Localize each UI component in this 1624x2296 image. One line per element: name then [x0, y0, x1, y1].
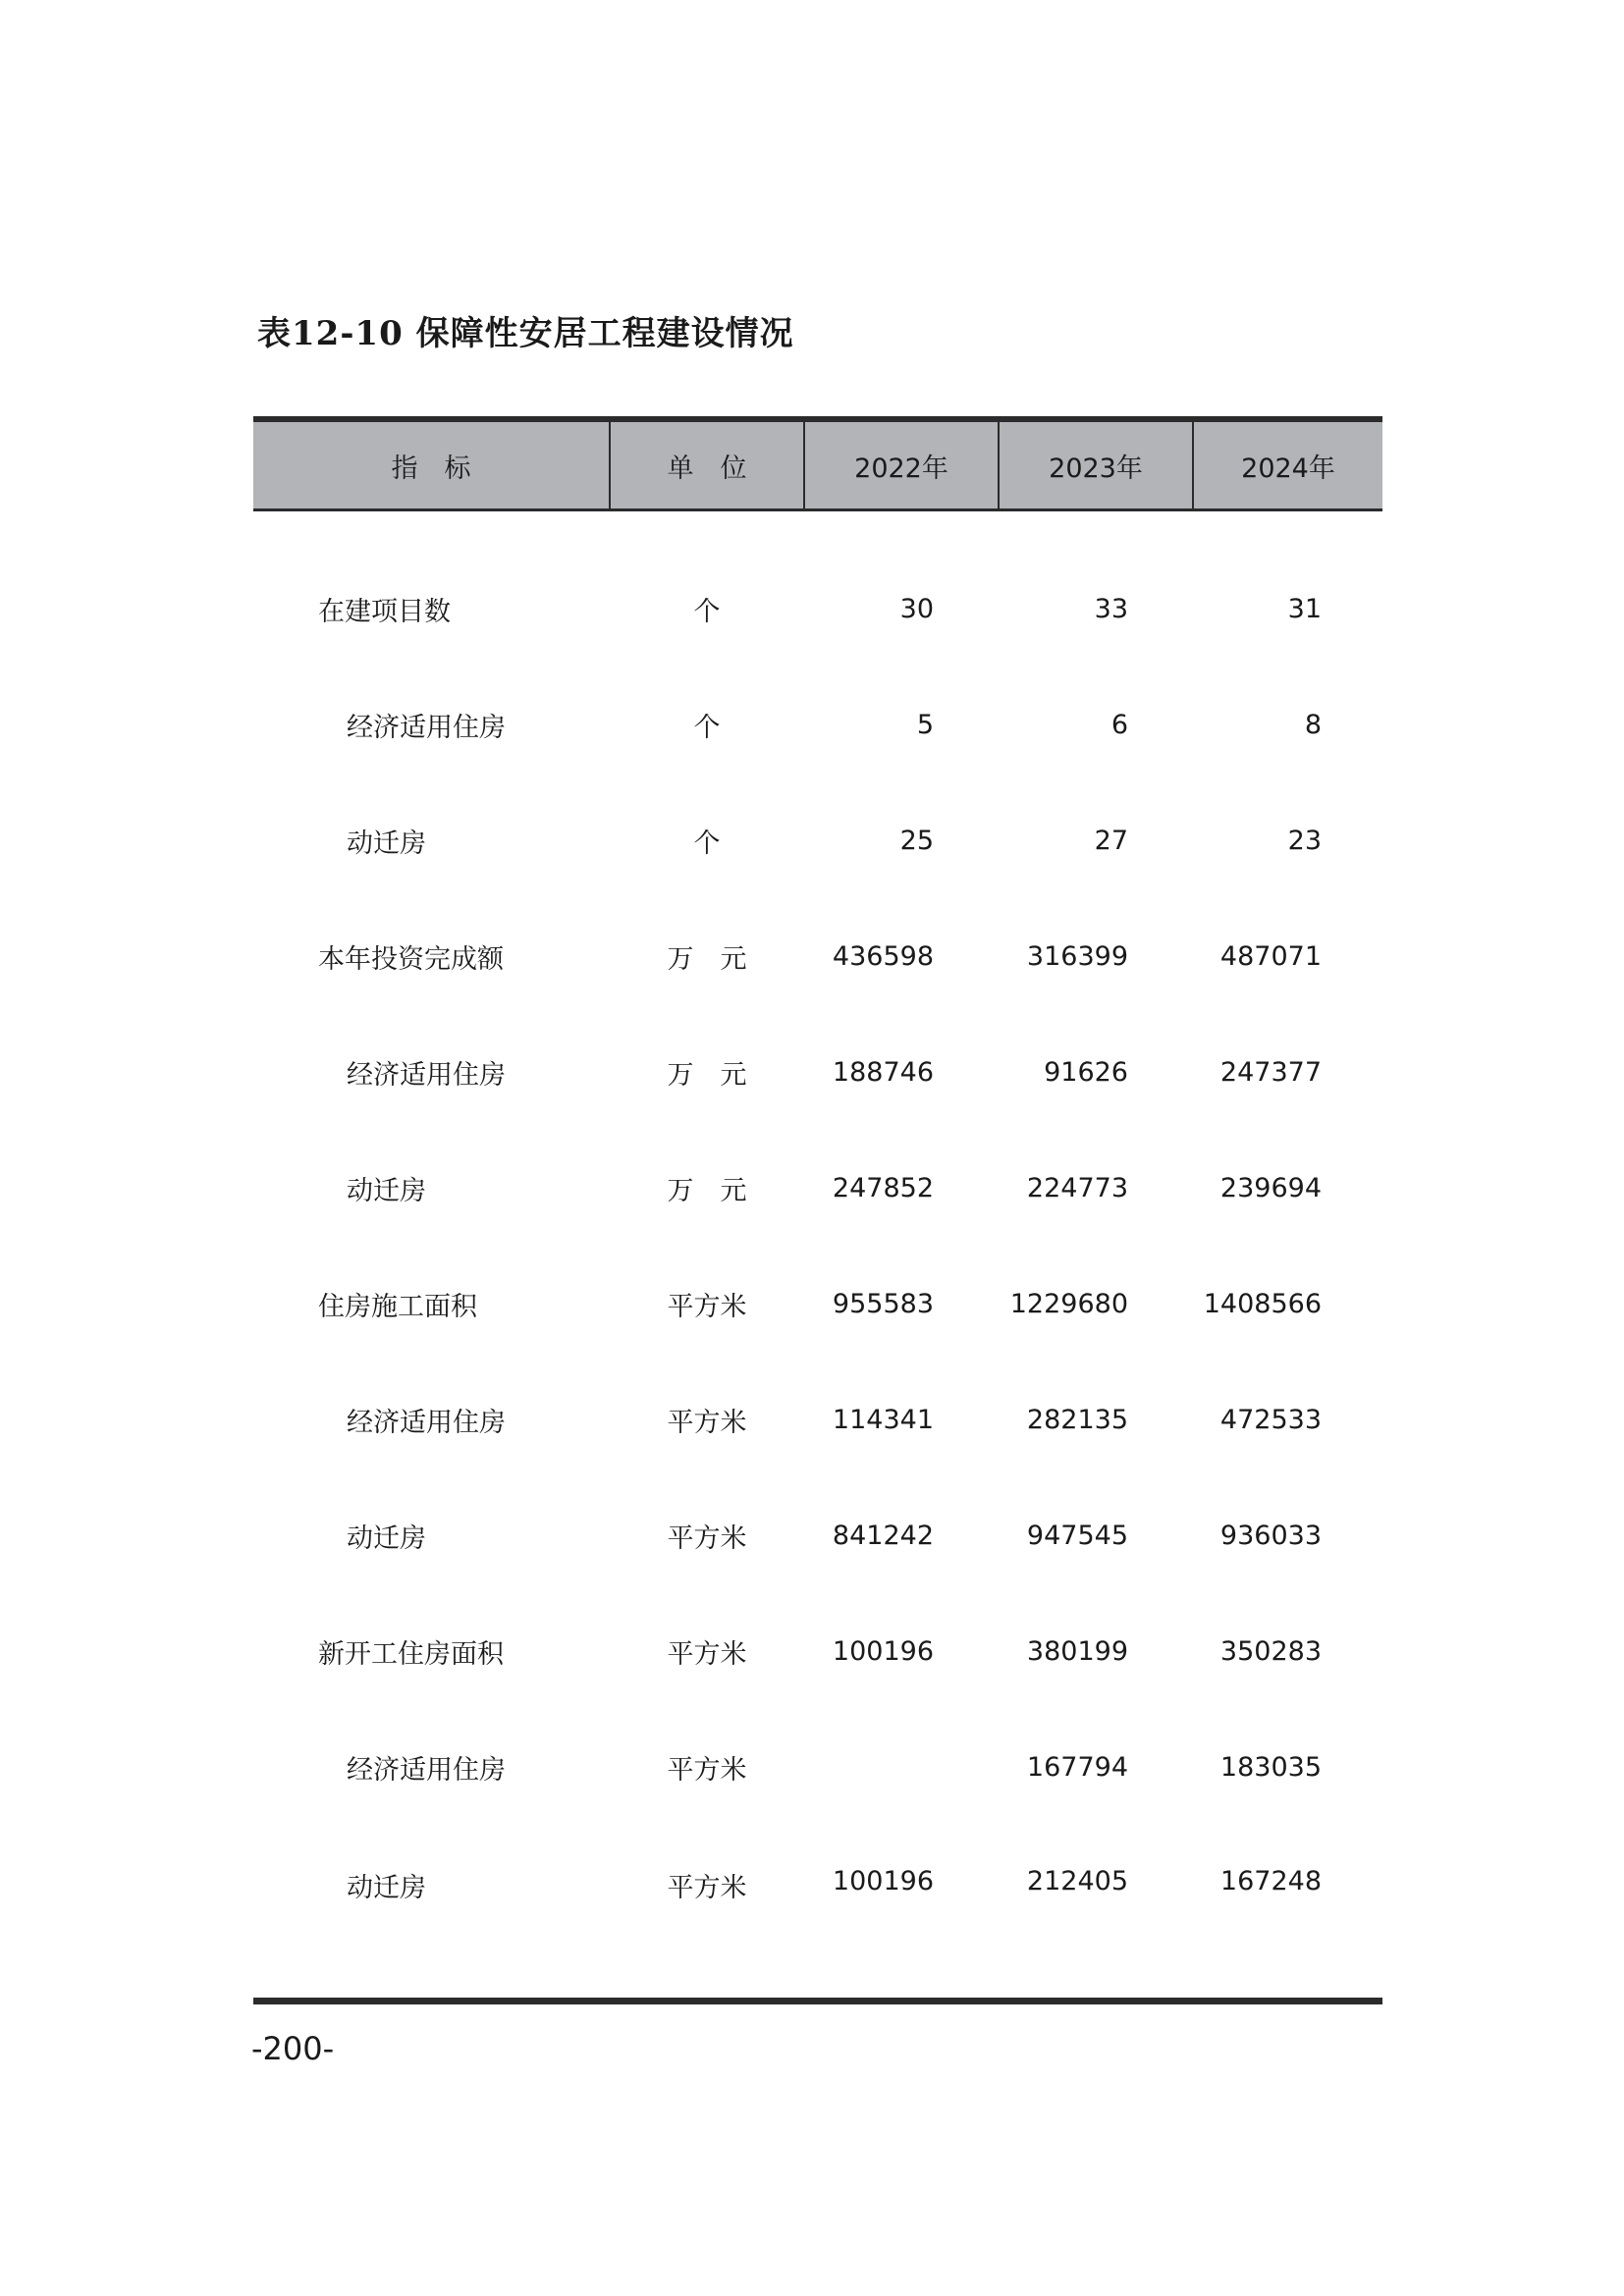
header-2023: 2023年: [999, 419, 1193, 510]
table-row: [253, 1246, 1382, 1362]
value-2023-cell: 167794: [1026, 1751, 1128, 1783]
value-2024-cell: 936033: [1219, 1520, 1322, 1551]
table-row: [253, 782, 1382, 898]
unit-cell: 万 元: [667, 1059, 747, 1091]
indicator-cell: 经济适用住房: [347, 712, 506, 743]
indicator-cell: 经济适用住房: [347, 1407, 506, 1438]
unit-cell: 平方米: [610, 1825, 804, 2002]
indicator-cell: 住房施工面积: [318, 1291, 477, 1322]
table-row: [253, 1477, 1382, 1593]
value-2024-cell: 487071: [1219, 940, 1322, 972]
value-2024-cell: 239694: [1219, 1172, 1322, 1203]
unit-cell: 平方米: [667, 1407, 747, 1438]
indicator-cell: 经济适用住房: [347, 1754, 506, 1786]
value-2023-cell: 224773: [1026, 1172, 1128, 1203]
table-row: [253, 1362, 1382, 1477]
value-2024-cell: 1408566: [1203, 1288, 1322, 1319]
value-2023-cell: 6: [1110, 709, 1128, 740]
table-row: [253, 1014, 1382, 1130]
value-2024-cell: 183035: [1219, 1751, 1322, 1783]
table-row: [253, 1709, 1382, 1825]
value-2024-cell: 472533: [1219, 1404, 1322, 1435]
value-2024-cell: 31: [1287, 593, 1322, 624]
indicator-cell: 新开工住房面积: [318, 1638, 504, 1670]
header-indicator: 指 标: [253, 419, 610, 510]
unit-cell: 个: [693, 596, 721, 627]
value-2024-cell: 23: [1287, 825, 1322, 856]
value-2023-cell: 91626: [1044, 1056, 1128, 1088]
housing-construction-table: [253, 416, 1382, 2004]
value-2024-cell: 247377: [1219, 1056, 1322, 1088]
value-2022-cell: 100196: [832, 1635, 934, 1667]
value-2022-cell: 100196: [804, 1825, 999, 2002]
table-row: [253, 551, 1382, 667]
value-2022-cell: 188746: [832, 1056, 934, 1088]
header-2024: 2024年: [1193, 419, 1382, 510]
unit-cell: 平方米: [667, 1754, 747, 1786]
indicator-cell: 动迁房: [347, 1175, 426, 1206]
value-2023-cell: 947545: [1026, 1520, 1128, 1551]
unit-cell: 万 元: [667, 1175, 747, 1206]
table-row: [253, 898, 1382, 1014]
table-row: [253, 1593, 1382, 1709]
value-2023-cell: 27: [1094, 825, 1128, 856]
header-row: [253, 419, 1382, 510]
unit-cell: 平方米: [667, 1638, 747, 1670]
indicator-cell: 动迁房: [347, 828, 426, 859]
indicator-cell: 动迁房: [253, 1825, 610, 2002]
value-2024-cell: 8: [1304, 709, 1322, 740]
unit-cell: 万 元: [667, 943, 747, 975]
value-2023-cell: 1229680: [1009, 1288, 1128, 1319]
table-row: [253, 667, 1382, 782]
value-2022-cell: 30: [899, 593, 934, 624]
value-2022-cell: 5: [916, 709, 934, 740]
value-2023-cell: 380199: [1026, 1635, 1128, 1667]
unit-cell: 平方米: [667, 1522, 747, 1554]
header-2022: 2022年: [804, 419, 999, 510]
value-2022-cell: [804, 1709, 999, 1825]
indicator-cell: 本年投资完成额: [318, 943, 504, 975]
unit-cell: 个: [693, 828, 721, 859]
value-2022-cell: 114341: [832, 1404, 934, 1435]
value-2024-cell: 350283: [1219, 1635, 1322, 1667]
value-2022-cell: 955583: [832, 1288, 934, 1319]
indicator-cell: 经济适用住房: [347, 1059, 506, 1091]
value-2024-cell: 167248: [1193, 1825, 1382, 2002]
page-number: -200-: [251, 2030, 335, 2067]
table-row: [253, 1825, 1382, 2002]
unit-cell: 平方米: [667, 1291, 747, 1322]
value-2023-cell: 33: [1094, 593, 1128, 624]
indicator-cell: 在建项目数: [318, 596, 451, 627]
indicator-cell: 动迁房: [347, 1522, 426, 1554]
table-title: 表12-10 保障性安居工程建设情况: [257, 314, 794, 353]
value-2022-cell: 247852: [832, 1172, 934, 1203]
spacer-row: [253, 510, 1382, 552]
value-2022-cell: 25: [899, 825, 934, 856]
value-2023-cell: 212405: [999, 1825, 1193, 2002]
unit-cell: 个: [693, 712, 721, 743]
value-2022-cell: 841242: [832, 1520, 934, 1551]
value-2023-cell: 316399: [1026, 940, 1128, 972]
header-unit: 单 位: [610, 419, 804, 510]
value-2022-cell: 436598: [832, 940, 934, 972]
value-2023-cell: 282135: [1026, 1404, 1128, 1435]
table-row: [253, 1130, 1382, 1246]
